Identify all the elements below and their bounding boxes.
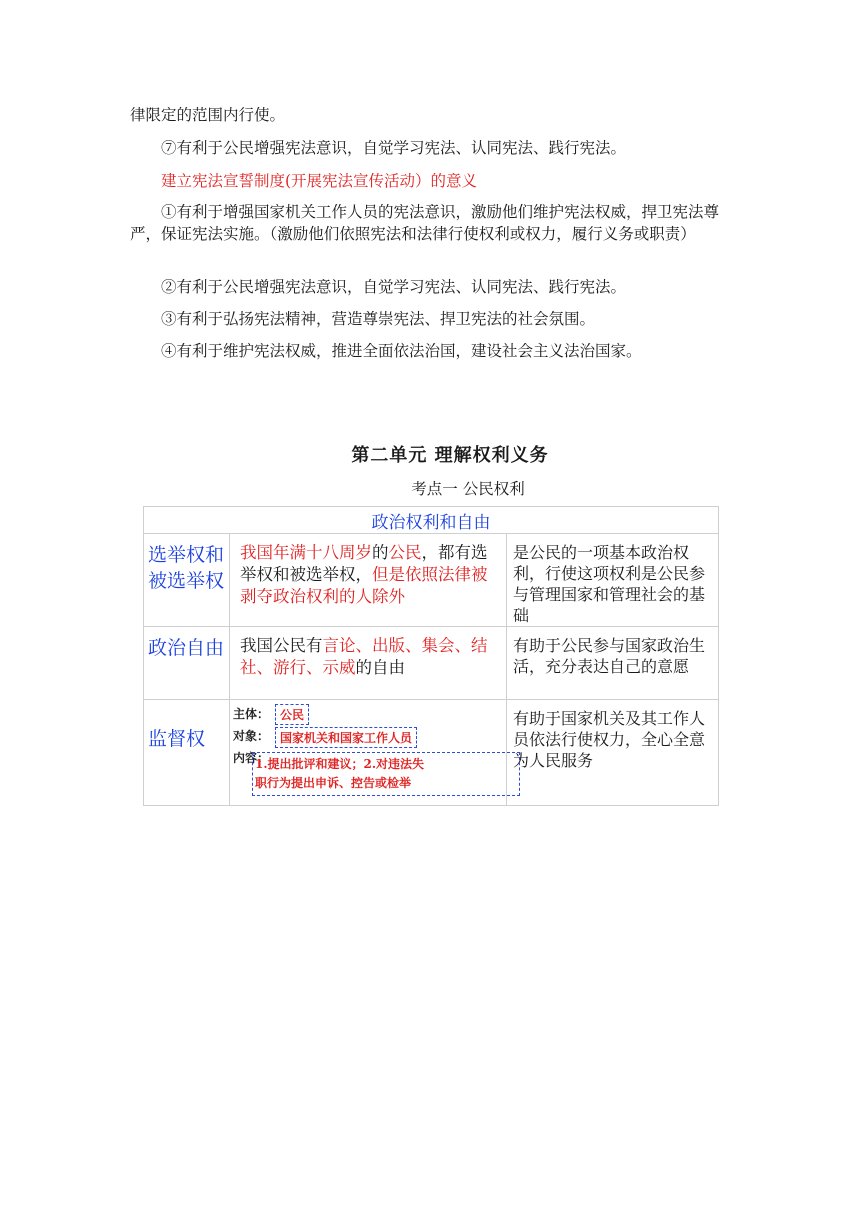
row-content-political-freedom	[230, 627, 507, 700]
row-content-election-rights	[230, 534, 507, 627]
text-age: 我国年满十八周岁	[240, 543, 372, 562]
section-heading: 建立宪法宣誓制度(开展宪法宣传活动）的意义	[161, 172, 478, 190]
table-header-row	[144, 507, 719, 534]
table-header: 政治权利和自由	[144, 507, 719, 534]
row-meaning-political-freedom: 有助于公民参与国家政治生活，充分表达自己的意愿	[507, 627, 719, 700]
table-row	[144, 534, 719, 627]
paragraph-item-3: ③有利于弘扬宪法精神，营造尊崇宪法、捍卫宪法的社会氛围。	[161, 310, 596, 328]
paragraph-item-1: ①有利于增强国家机关工作人员的宪法意识，激励他们维护宪法权威，捍卫宪法尊严，保证宪法实施。（激励他们依照宪法和法律行使权利或权力，履行义务或职责）	[130, 203, 720, 243]
content-line-2: 职行为提出申诉、控告或检举	[255, 776, 412, 790]
subject-box: 公民	[275, 704, 309, 725]
row-name-political-freedom: 政治自由	[144, 627, 230, 700]
text-citizens-have: 我国公民有	[240, 636, 323, 655]
row-meaning-election-rights: 是公民的一项基本政治权利，行使这项权利是公民参与管理国家和管理社会的基础	[507, 534, 719, 627]
row-meaning-supervision: 有助于国家机关及其工作人员依法行使权力，全心全意为人民服务	[507, 700, 719, 806]
content-line-1: 1.提出批评和建议；2.对违法失	[255, 757, 425, 771]
row-name-supervision: 监督权	[144, 700, 230, 806]
paragraph-continuation: 律限定的范围内行使。	[130, 106, 286, 124]
label-object: 对象：	[233, 729, 270, 743]
label-subject: 主体：	[233, 707, 270, 721]
row-content-supervision	[230, 700, 507, 806]
paragraph-item-4: ④有利于维护宪法权威，推进全面依法治国，建设社会主义法治国家。	[161, 342, 642, 360]
label-content: 内容：	[233, 751, 270, 765]
rights-table	[143, 506, 719, 806]
unit-title: 第二单元 理解权利义务	[351, 445, 549, 466]
text-rights: ，都有选举权和被选举权，	[240, 543, 488, 584]
content-box	[252, 752, 520, 796]
object-box: 国家机关和国家工作人员	[275, 727, 417, 748]
table-row	[144, 627, 719, 700]
table-row	[144, 700, 719, 806]
text-exception: 但是依照法律被剥夺政治权利的人除外	[240, 565, 488, 606]
text-de: 的	[372, 543, 389, 562]
text-freedoms: 言论、出版、集会、结社、游行、示威	[240, 636, 488, 677]
row-name-election-rights: 选举权和被选举权	[144, 534, 230, 627]
paragraph-item-7: ⑦有利于公民增强宪法意识，自觉学习宪法、认同宪法、践行宪法。	[161, 139, 627, 157]
paragraph-item-2: ②有利于公民增强宪法意识，自觉学习宪法、认同宪法、践行宪法。	[161, 278, 627, 296]
point-title: 考点一 公民权利	[411, 480, 525, 498]
text-freedom-suffix: 的自由	[355, 658, 405, 677]
text-citizen: 公民	[388, 543, 422, 562]
